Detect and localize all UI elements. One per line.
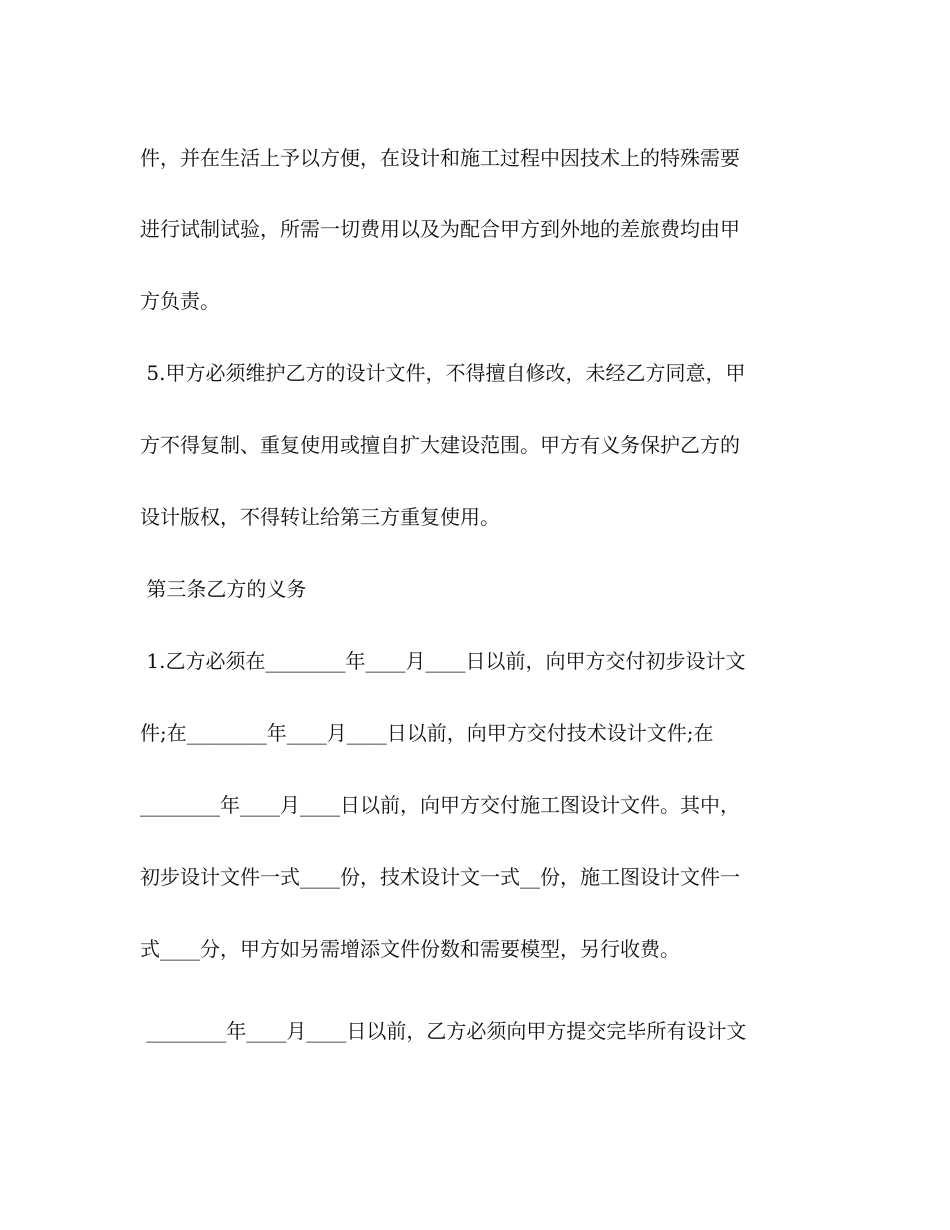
section-heading: 第三条乙方的义务 <box>140 577 307 601</box>
paragraph-line: 方负责。 <box>140 289 220 313</box>
paragraph-line: 进行试制试验，所需一切费用以及为配合甲方到外地的差旅费均由甲 <box>140 217 740 241</box>
paragraph-line: 初步设计文件一式____份，技术设计文一式__份，施工图设计文件一 <box>140 865 740 889</box>
paragraph-line: 设计版权，不得转让给第三方重复使用。 <box>140 505 500 529</box>
paragraph-line: 件，并在生活上予以方便，在设计和施工过程中因技术上的特殊需要 <box>140 146 740 170</box>
paragraph-line: 件;在________年____月____日以前，向甲方交付技术设计文件;在 <box>140 721 714 745</box>
paragraph-line: ________年____月____日以前，乙方必须向甲方提交完毕所有设计文 <box>140 1019 747 1043</box>
clause-1-line: 1.乙方必须在________年____月____日以前，向甲方交付初步设计文 <box>140 649 746 673</box>
clause-5-line: 5.甲方必须维护乙方的设计文件，不得擅自修改，未经乙方同意，甲 <box>140 361 746 385</box>
paragraph-line: 方不得复制、重复使用或擅自扩大建设范围。甲方有义务保护乙方的 <box>140 433 740 457</box>
paragraph-line: 式____分，甲方如另需增添文件份数和需要模型，另行收费。 <box>140 937 680 961</box>
paragraph-line: ________年____月____日以前，向甲方交付施工图设计文件。其中， <box>140 793 740 817</box>
